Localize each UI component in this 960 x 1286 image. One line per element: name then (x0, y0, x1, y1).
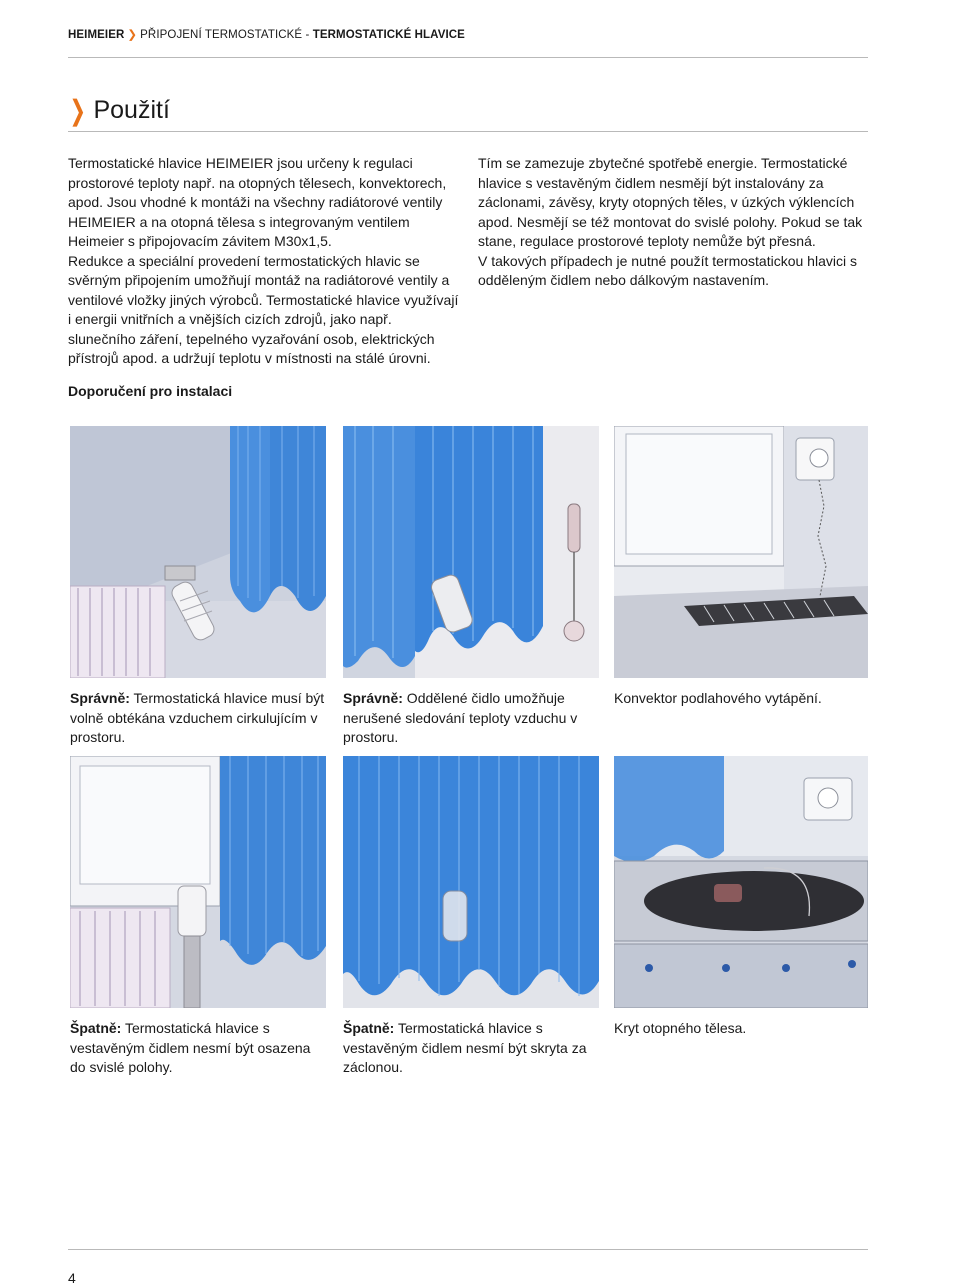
header-path-bold: TERMOSTATICKÉ HLAVICE (312, 29, 465, 41)
caption-6 (614, 1019, 870, 1039)
caption-1-lead: Správně: (70, 690, 130, 706)
caption-5-text: Termostatická hlavice s vestavěným čidlem nesmí být skryta za záclonou. (343, 1020, 587, 1075)
page-number: 4 (68, 1270, 76, 1286)
title-rule (68, 131, 868, 132)
intro-paragraph-1: Termostatické hlavice HEIMEIER jsou určeny k regulaci prostorové teploty např. na otopných tělesech, konvektorech, apod. Jsou vhodné k montáži na všechny radiátorové ventily HEIMEIER a na otopná tělesa s integrovaným ventilem Heimeier s připojovacím závitem M30x1,5. (68, 155, 447, 249)
intro-paragraph-4: V takových případech je nutné použít termostatickou hlavici s odděleným čidlem nebo dálkovým nastavením. (478, 252, 857, 288)
caption-5 (343, 1019, 599, 1078)
header-rule (68, 57, 868, 58)
caption-1 (70, 689, 326, 748)
caption-2-lead: Správně: (343, 690, 403, 706)
caption-4 (70, 1019, 326, 1078)
title-text: Použití (93, 96, 170, 124)
running-header (68, 27, 465, 41)
caption-3 (614, 689, 870, 709)
header-chevron-icon: ❯ (127, 29, 138, 41)
intro-right-column (478, 154, 870, 291)
section-heading: Doporučení pro instalaci (68, 383, 233, 399)
caption-4-text: Termostatická hlavice s vestavěným čidlem nesmí být osazena do svislé polohy. (70, 1020, 311, 1075)
figure-wrong-vertical-position (70, 756, 326, 1008)
page-title (66, 94, 170, 127)
header-path: PŘIPOJENÍ TERMOSTATICKÉ - (140, 29, 313, 41)
caption-2 (343, 689, 599, 748)
caption-4-lead: Špatně: (70, 1020, 122, 1036)
intro-paragraph-3: Tím se zamezuje zbytečné spotřebě energie. Termostatické hlavice s vestavěným čidlem nesmějí být instalovány za záclonami, závěsy, kryty otopných těles, v úzkých výklencích apod. Nesmějí se též montovat do svislé polohy. Pokud se tak stane, regulace prostorové teploty nemůže být přesná. (478, 155, 863, 249)
caption-1-text: Termostatická hlavice musí být volně obtékána vzduchem cirkulujícím v prostoru. (70, 690, 325, 745)
header-brand: HEIMEIER (68, 29, 125, 41)
figure-correct-free-airflow (70, 426, 326, 678)
caption-6-text: Kryt otopného tělesa. (614, 1020, 747, 1036)
footer-rule (68, 1249, 868, 1250)
caption-3-text: Konvektor podlahového vytápění. (614, 690, 822, 706)
figure-wrong-behind-curtain (343, 756, 599, 1008)
figure-radiator-cover (614, 756, 868, 1008)
figure-correct-remote-sensor (343, 426, 599, 678)
title-chevron-icon: ❯ (69, 95, 86, 126)
caption-2-text: Oddělené čidlo umožňuje nerušené sledování teploty vzduchu v prostoru. (343, 690, 578, 745)
caption-5-lead: Špatně: (343, 1020, 395, 1036)
figure-floor-convector (614, 426, 868, 678)
intro-paragraph-2: Redukce a speciální provedení termostatických hlavic se svěrným připojením umožňují montáž na radiátorové ventily a ventilové vložky jiných výrobců. Termostatické hlavice využívají i energii vnitřních a vnějších cizích zdrojů, jako např. slunečního záření, tepelného vyzařování osob, elektrických přístrojů apod. a udržují teplotu v místnosti na stálé úrovni. (68, 252, 459, 366)
intro-left-column (68, 154, 460, 369)
